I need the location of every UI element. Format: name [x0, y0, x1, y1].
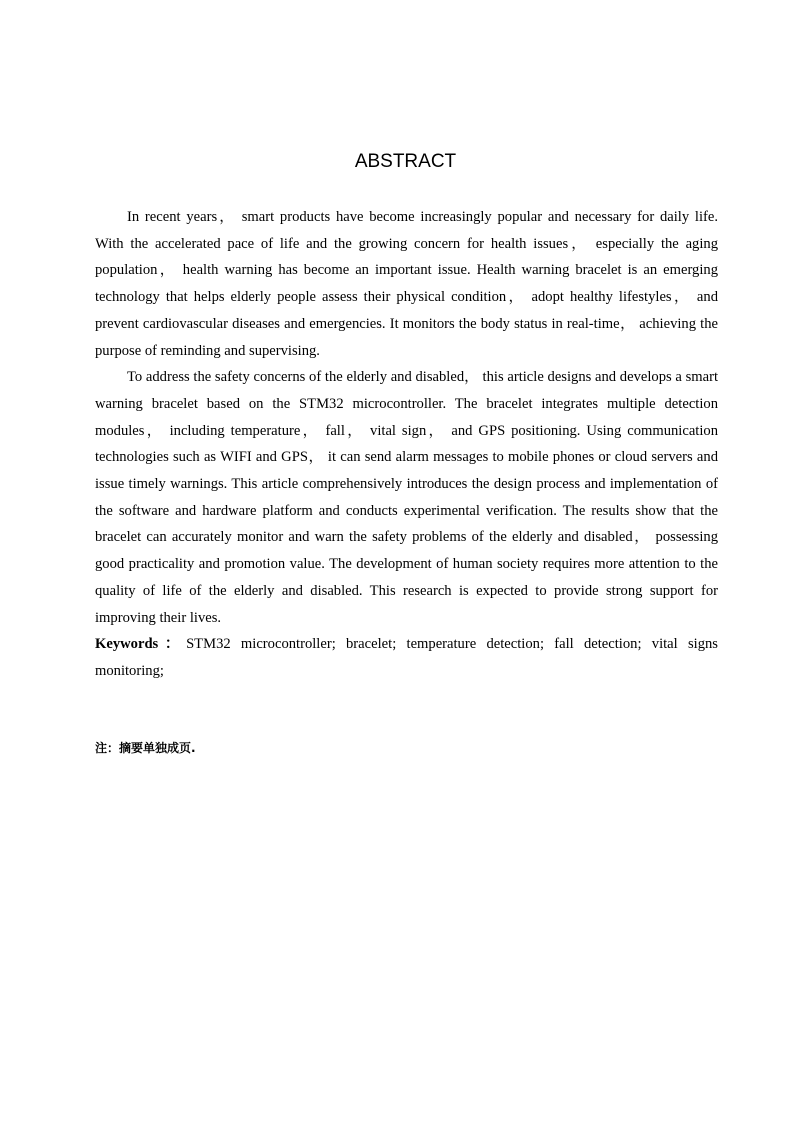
keywords-text: STM32 microcontroller; bracelet; temperature detection; fall detection; vital signs monitoring; [95, 636, 718, 679]
abstract-body [95, 204, 718, 685]
page-note: 注：摘要单独成页. [95, 741, 196, 755]
keywords-label: Keywords： [95, 636, 187, 653]
abstract-paragraph-1: In recent years， smart products have become increasingly popular and necessary for daily life. With the accelerated pace of life and the growing concern for health issues， especially the aging population， health warning has become an important issue. Health warning bracelet is an emerging technology that helps elderly people assess their physical condition， adopt healthy lifestyles， and prevent cardiovascular diseases and emergencies. It monitors the body status in real-time， achieving the purpose of reminding and supervising. [95, 209, 718, 359]
abstract-paragraph-2: To address the safety concerns of the elderly and disabled， this article designs and develops a smart warning bracelet based on the STM32 microcontroller. The bracelet integrates multiple detection modules， including temperature， fall， vital sign， and GPS positioning. Using communication technologies such as WIFI and GPS， it can send alarm messages to mobile phones or cloud servers and issue timely warnings. This article comprehensively introduces the design process and implementation of the software and hardware platform and conducts experimental verification. The results show that the bracelet can accurately monitor and warn the safety problems of the elderly and disabled， possessing good practicality and promotion value. The development of human society requires more attention to the quality of life of the elderly and disabled. This research is expected to provide strong support for improving their lives. [95, 369, 718, 626]
abstract-title: ABSTRACT [354, 151, 457, 172]
keywords-line [95, 631, 718, 684]
